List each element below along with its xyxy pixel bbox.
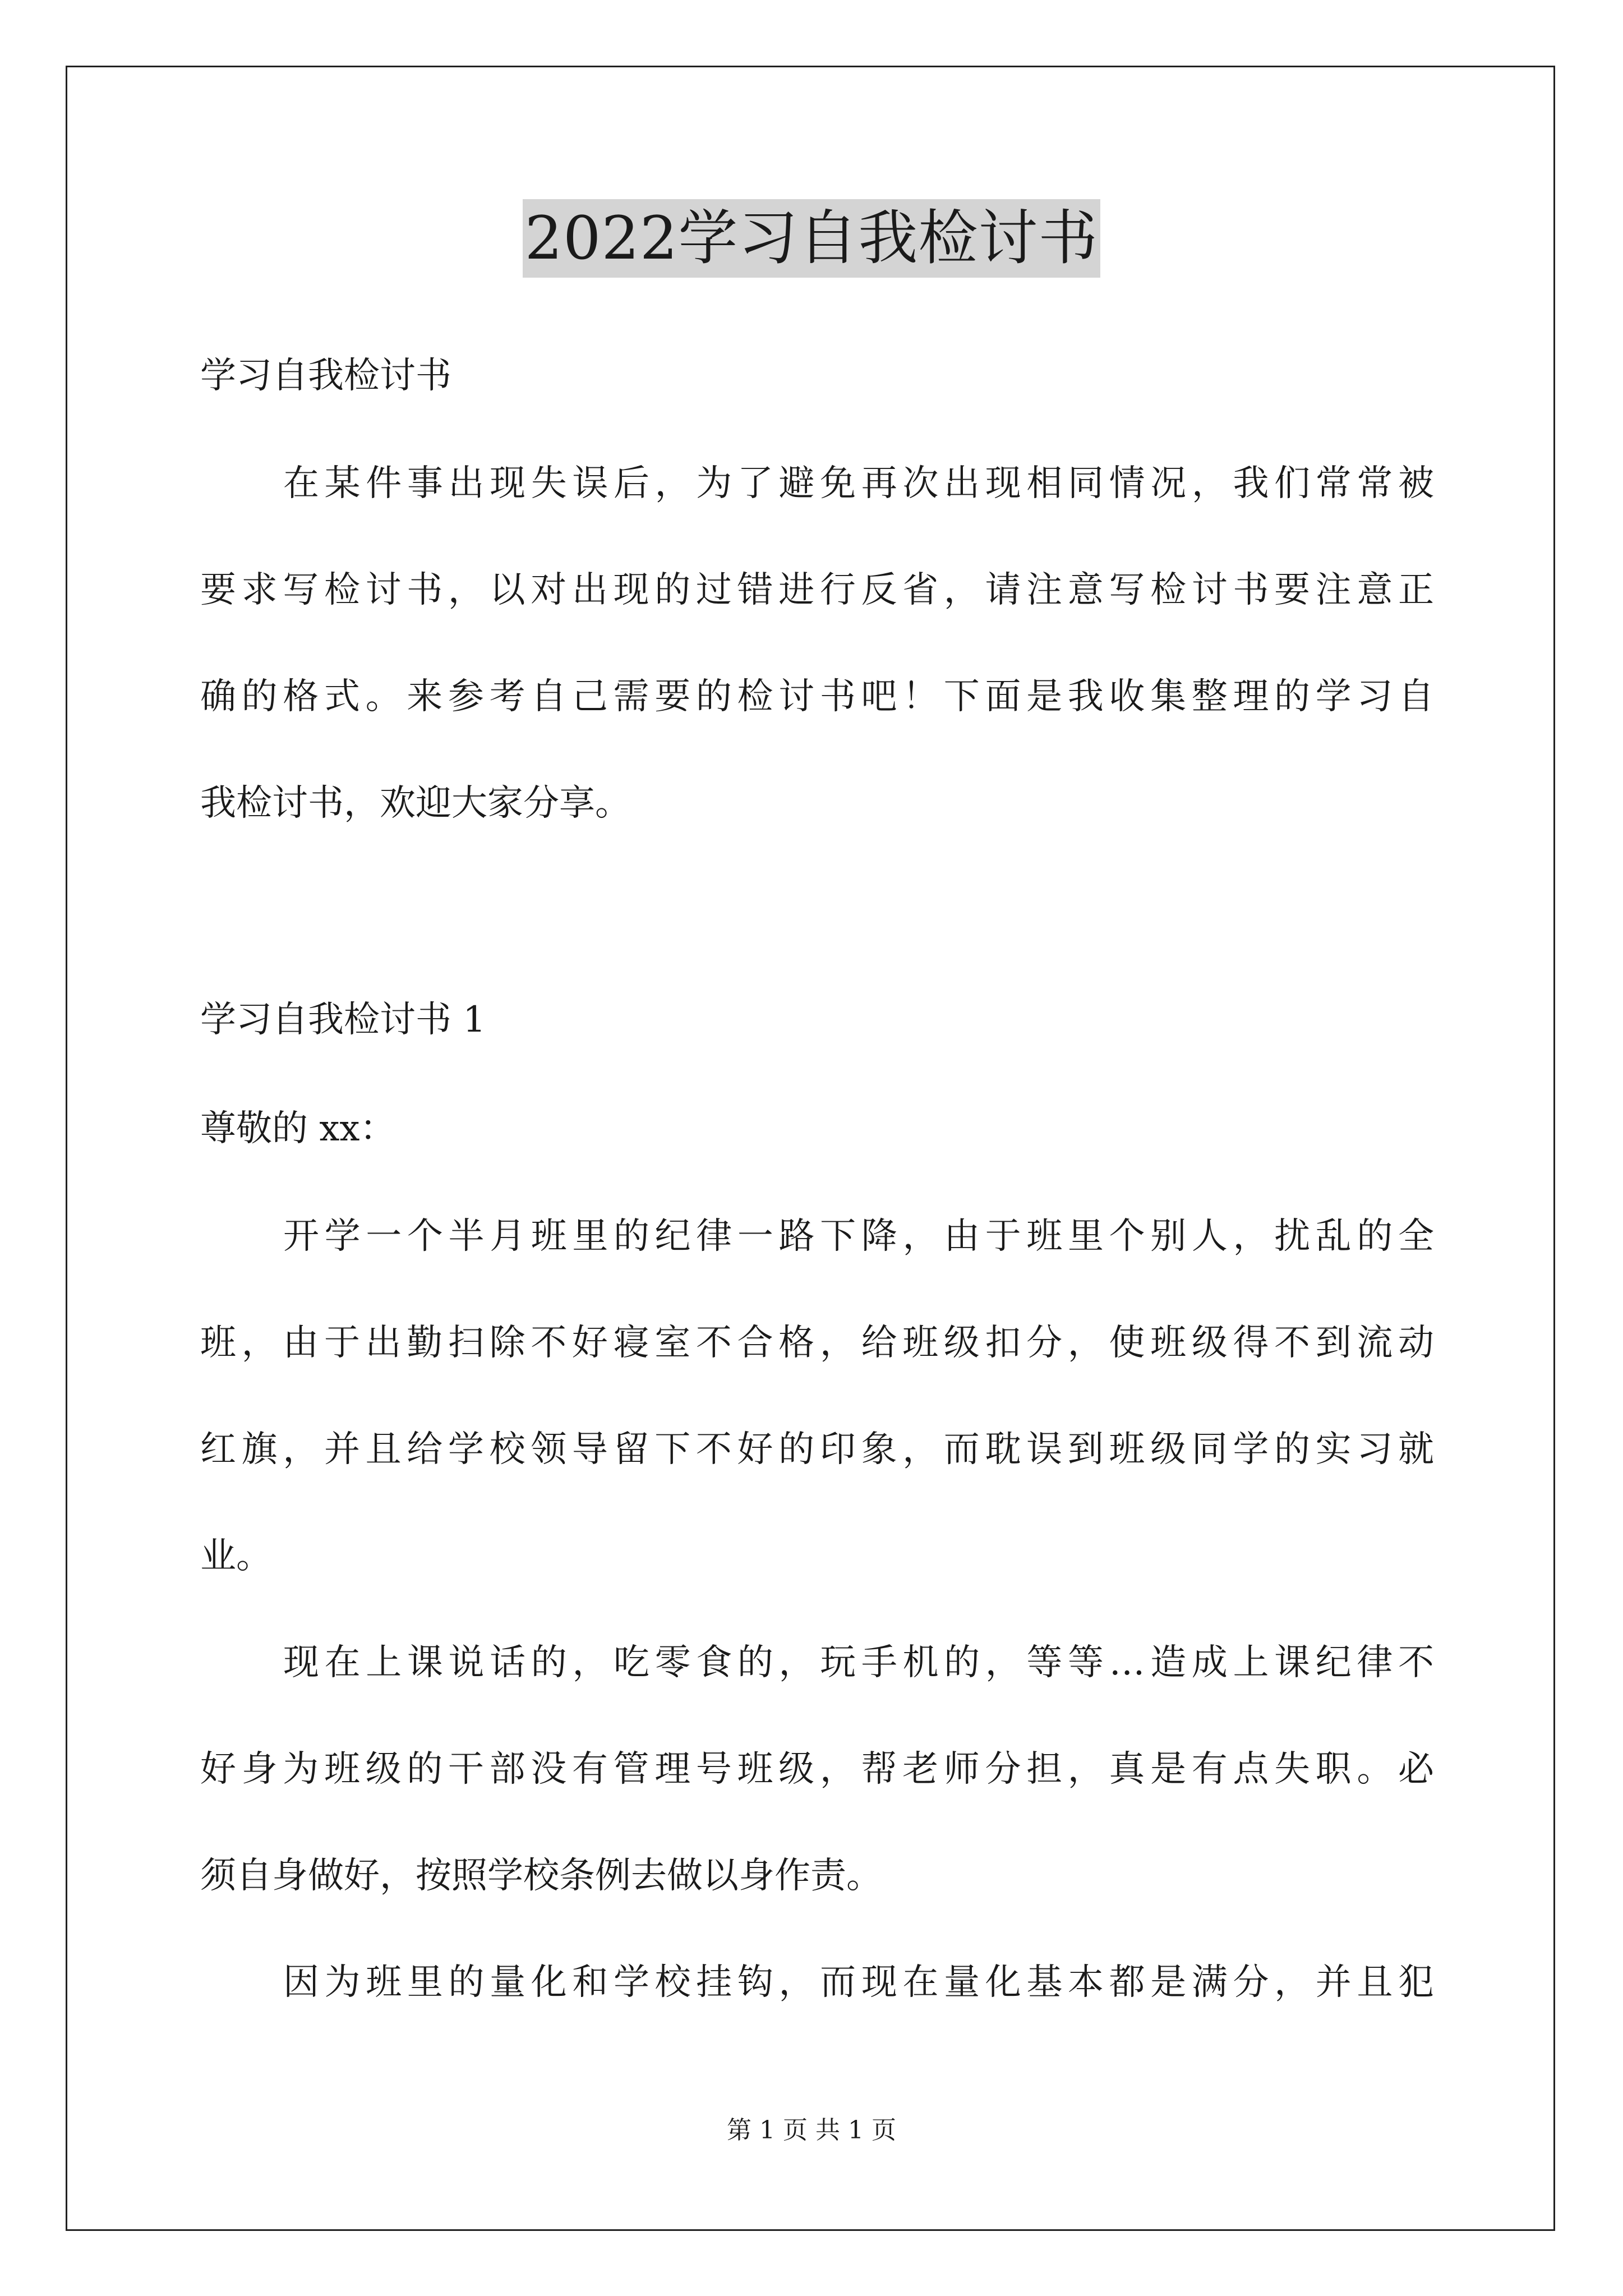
paragraph-line: 好身为班级的干部没有管理号班级，帮老师分担，真是有点失职。必 — [200, 1749, 1434, 1790]
page-footer: 第 1 页 共 1 页 — [727, 2116, 896, 2145]
intro-paragraph-cont — [200, 568, 1434, 613]
title-wrap — [0, 199, 1623, 278]
body-paragraph-cont — [200, 1427, 1434, 1472]
intro-paragraph — [200, 461, 1434, 506]
intro-line: 在某件事出现失误后，为了避免再次出现相同情况，我们常常被 — [283, 463, 1434, 504]
salutation: 尊敬的 xx： — [200, 1108, 396, 1149]
paragraph-line: 须自身做好，按照学校条例去做以身作责。 — [200, 1855, 882, 1897]
body-paragraph-cont — [200, 1320, 1434, 1365]
paragraph-line: 因为班里的量化和学校挂钩，而现在量化基本都是满分，并且犯 — [283, 1962, 1434, 2003]
body-paragraph-cont — [200, 1747, 1434, 1792]
intro-line: 我检讨书，欢迎大家分享。 — [200, 783, 631, 824]
intro-line: 确的格式。来参考自己需要的检讨书吧！下面是我收集整理的学习自 — [200, 676, 1434, 717]
document-title: 2022学习自我检讨书 — [523, 199, 1101, 278]
intro-line: 要求写检讨书，以对出现的过错进行反省，请注意写检讨书要注意正 — [200, 569, 1434, 611]
body-paragraph-cont — [200, 1853, 1434, 1898]
body-paragraph — [200, 1960, 1434, 2005]
document-subtitle: 学习自我检讨书 — [200, 355, 451, 397]
body-paragraph — [200, 1640, 1434, 1685]
body-paragraph-cont — [200, 1534, 1434, 1579]
paragraph-line: 现在上课说话的，吃零食的，玩手机的，等等…造成上课纪律不 — [283, 1642, 1434, 1683]
paragraph-line: 业。 — [200, 1535, 272, 1577]
section-heading: 学习自我检讨书 1 — [200, 999, 486, 1041]
paragraph-line: 红旗，并且给学校领导留下不好的印象，而耽误到班级同学的实习就 — [200, 1429, 1434, 1470]
paragraph-line: 开学一个半月班里的纪律一路下降，由于班里个别人，扰乱的全 — [283, 1216, 1434, 1257]
body-paragraph — [200, 1214, 1434, 1259]
paragraph-line: 班，由于出勤扫除不好寝室不合格，给班级扣分，使班级得不到流动 — [200, 1322, 1434, 1364]
intro-paragraph-cont — [200, 674, 1434, 719]
intro-paragraph-cont — [200, 781, 1434, 826]
